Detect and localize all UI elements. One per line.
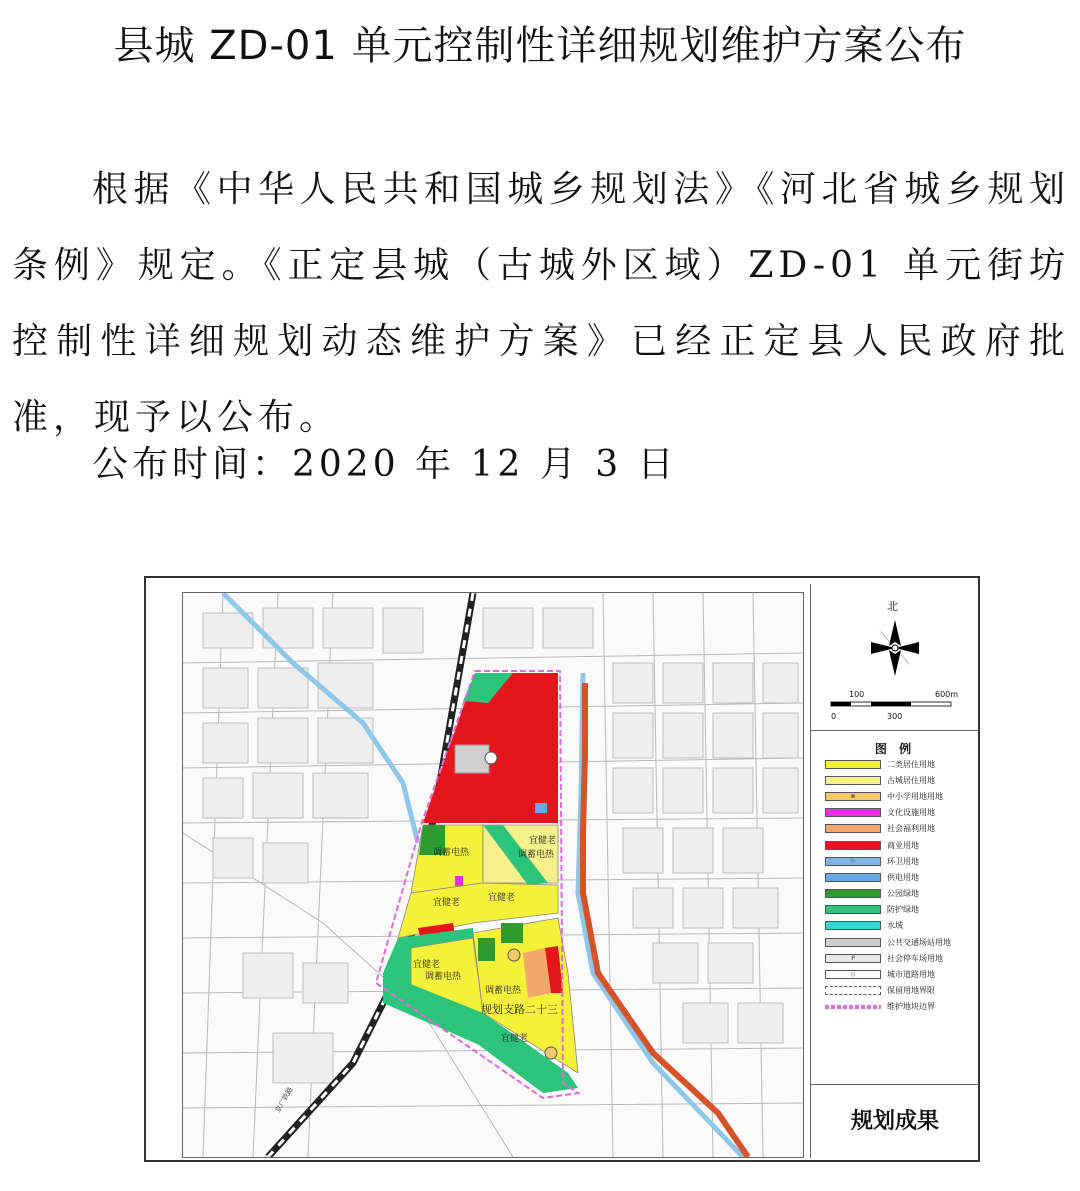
legend-item <box>825 886 951 902</box>
map-svg <box>183 593 803 1157</box>
legend-label: 环卫用地 <box>887 856 919 866</box>
legend-label: 维护地块边界 <box>887 1002 935 1012</box>
legend-item <box>825 869 951 885</box>
map-label-yijianlao-2: 宜健老 <box>433 898 461 908</box>
map-label-rail: 京广铁路 <box>273 1085 295 1114</box>
map-label-tiaofeng-2: 调蓄电热 <box>433 848 470 858</box>
legend-item <box>825 821 951 837</box>
compass-icon <box>811 608 979 688</box>
legend-label: 社会停车场用地 <box>887 953 943 963</box>
legend-item <box>825 983 951 999</box>
publish-date: 公布时间：2020 年 12 月 3 日 <box>92 444 678 485</box>
plan-area <box>376 671 578 1098</box>
legend-label: 水域 <box>887 921 903 931</box>
legend-label: 公园绿地 <box>887 889 919 899</box>
legend-swatch <box>825 889 881 898</box>
map-label-tiaofeng-4: 调蓄电热 <box>485 986 522 996</box>
legend-label: 二类居住用地 <box>887 759 935 769</box>
page-title: 县城 ZD-01 单元控制性详细规划维护方案公布 <box>113 23 967 69</box>
scale-300: 300 <box>887 712 903 721</box>
map-label-tiaofeng-3: 调蓄电热 <box>425 972 462 982</box>
legend-swatch: ⊗ <box>825 792 881 801</box>
legend-item <box>825 902 951 918</box>
legend-item <box>825 805 951 821</box>
legend-swatch <box>825 1005 881 1009</box>
legend-label: 社会福利用地 <box>887 824 935 834</box>
legend-item <box>825 966 951 982</box>
legend-list <box>825 756 951 1015</box>
legend-label: 城市道路用地 <box>887 970 935 980</box>
legend-item <box>825 950 951 966</box>
legend-panel <box>810 584 979 1158</box>
legend-swatch <box>825 986 881 995</box>
legend-swatch <box>825 824 881 833</box>
legend-label: 古城居住用地 <box>887 775 935 785</box>
legend-label: 供电用地 <box>887 872 919 882</box>
map-label-yijianlao-5: 宜健老 <box>501 1034 529 1044</box>
legend-label: 商业用地 <box>887 840 919 850</box>
legend-item <box>825 772 951 788</box>
legend-swatch <box>825 938 881 947</box>
legend-title: 图 例 <box>874 742 916 756</box>
scale-600: 600m <box>935 690 959 699</box>
map-label-road-23: 规划支路二十三 <box>481 1003 558 1016</box>
legend-swatch <box>825 841 881 850</box>
legend-item <box>825 788 951 804</box>
legend-swatch <box>825 760 881 769</box>
scale-bar <box>811 700 979 712</box>
legend-label: 保留用地界限 <box>887 986 935 996</box>
legend-item <box>825 934 951 950</box>
planning-map <box>144 576 980 1162</box>
legend-swatch: ♲ <box>825 857 881 866</box>
scale-0: 0 <box>831 712 837 721</box>
legend-label: 文化设施用地 <box>887 808 935 818</box>
legend-swatch <box>825 776 881 785</box>
map-label-tiaofeng-1: 调蓄电热 <box>518 850 555 860</box>
scale-100: 100 <box>849 690 865 699</box>
map-label-yijianlao-3: 宜健老 <box>488 893 516 903</box>
legend-item <box>825 999 951 1015</box>
legend-swatch <box>825 808 881 817</box>
north-label: 北 <box>887 600 898 613</box>
legend-swatch <box>825 921 881 930</box>
announcement-paragraph: 根据《中华人民共和国城乡规划法》《河北省城乡规划条例》规定。《正定县城（古城外区域）ZD-01 单元街坊控制性详细规划动态维护方案》已经正定县人民政府批准，现予以公布。 <box>12 169 1070 438</box>
legend-label: 防护绿地 <box>887 905 919 915</box>
legend-item <box>825 853 951 869</box>
legend-swatch: P <box>825 954 881 963</box>
legend-item <box>825 756 951 772</box>
map-drawing <box>182 592 804 1158</box>
legend-swatch <box>825 873 881 882</box>
result-label: 规划成果 <box>850 1109 939 1134</box>
legend-label: 公共交通场站用地 <box>887 937 951 947</box>
legend-item <box>825 918 951 934</box>
legend-item <box>825 837 951 853</box>
legend-swatch: ◇ <box>825 970 881 979</box>
map-label-yijianlao-4: 宜健老 <box>413 960 441 970</box>
legend-label: 中小学用地用地 <box>887 791 943 801</box>
map-label-yijianlao-1: 宜健老 <box>529 836 557 846</box>
legend-swatch <box>825 905 881 914</box>
